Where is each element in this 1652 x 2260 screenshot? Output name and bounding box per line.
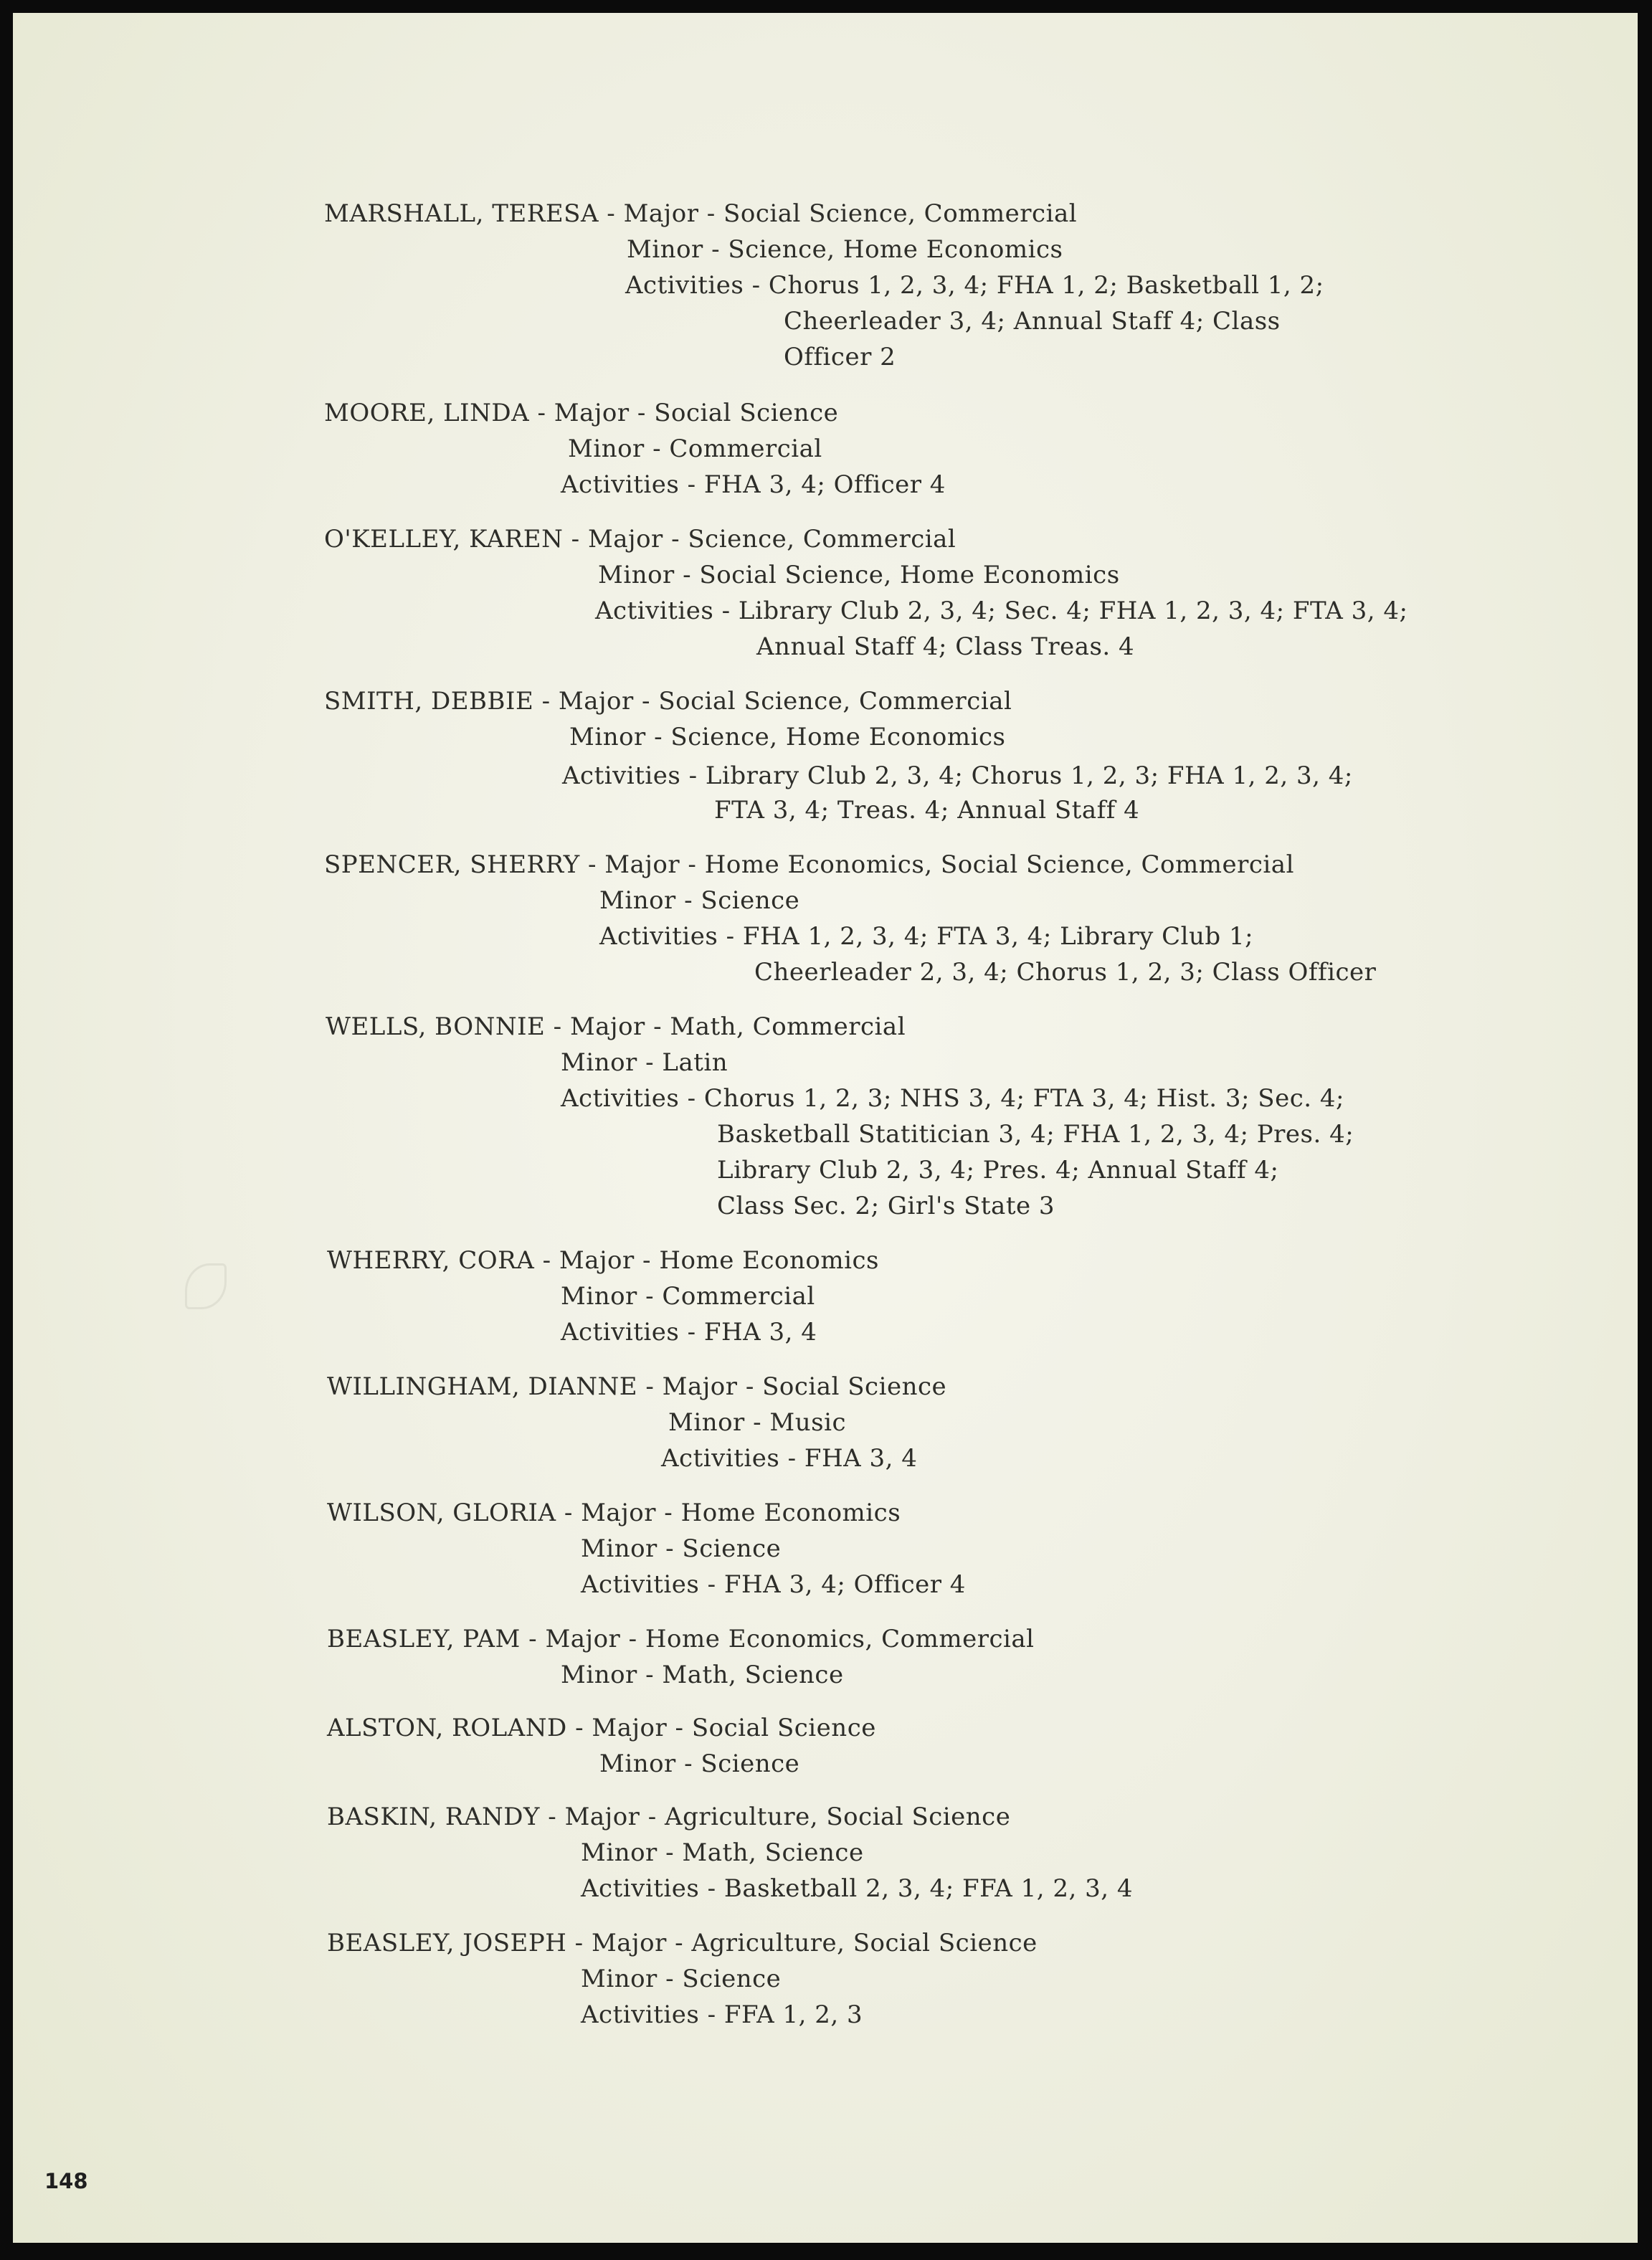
entry-line: Activities - Library Club 2, 3, 4; Sec. 4; FHA 1, 2, 3, 4; FTA 3, 4; [595,597,1408,625]
entry-line: WILSON, GLORIA - Major - Home Economics [327,1499,901,1527]
entry-line: Activities - Chorus 1, 2, 3, 4; FHA 1, 2; Basketball 1, 2; [625,271,1324,300]
entry-line: Minor - Science, Home Economics [627,235,1063,264]
entry-line: WELLS, BONNIE - Major - Math, Commercial [326,1012,906,1041]
entry-line: WHERRY, CORA - Major - Home Economics [327,1246,879,1275]
entry-line: Library Club 2, 3, 4; Pres. 4; Annual Staff 4; [717,1156,1279,1184]
entry-line: Activities - FHA 3, 4; Officer 4 [561,470,946,499]
entry-line: Officer 2 [784,343,896,371]
entry-line: FTA 3, 4; Treas. 4; Annual Staff 4 [714,796,1140,825]
entry-line: O'KELLEY, KAREN - Major - Science, Commercial [324,525,956,554]
entry-line: Activities - FHA 3, 4; Officer 4 [581,1570,966,1599]
entry-line: Minor - Latin [561,1048,728,1077]
entry-line: Minor - Science [581,1965,782,1993]
entry-line: Annual Staff 4; Class Treas. 4 [756,632,1135,661]
entry-line: Activities - FHA 3, 4 [661,1444,918,1473]
entry-line: SMITH, DEBBIE - Major - Social Science, Commercial [324,687,1012,716]
entry-line: Cheerleader 2, 3, 4; Chorus 1, 2, 3; Class Officer [754,958,1377,987]
entry-line: Activities - Library Club 2, 3, 4; Chorus 1, 2, 3; FHA 1, 2, 3, 4; [562,761,1353,790]
entry-line: Minor - Commercial [561,1282,815,1311]
entry-line: Minor - Science [581,1534,782,1563]
entry-line: MOORE, LINDA - Major - Social Science [324,399,839,427]
entry-line: Minor - Math, Science [581,1838,864,1867]
entry-line: Activities - Chorus 1, 2, 3; NHS 3, 4; FTA 3, 4; Hist. 3; Sec. 4; [561,1084,1344,1113]
entry-line: BASKIN, RANDY - Major - Agriculture, Social Science [327,1803,1011,1831]
page-number: 148 [44,2169,88,2193]
entry-line: Minor - Social Science, Home Economics [598,561,1120,589]
entry-line: ALSTON, ROLAND - Major - Social Science [327,1714,876,1742]
entry-line: Minor - Science, Home Economics [569,723,1006,751]
entry-line: Activities - FHA 3, 4 [561,1318,817,1347]
entry-line: Minor - Science [599,1749,800,1778]
entry-line: MARSHALL, TERESA - Major - Social Science, Commercial [324,199,1078,228]
entry-line: Activities - FHA 1, 2, 3, 4; FTA 3, 4; Library Club 1; [599,922,1254,951]
entry-line: Minor - Music [668,1408,846,1437]
entry-line: Activities - Basketball 2, 3, 4; FFA 1, 2, 3, 4 [581,1874,1133,1903]
entry-line: Cheerleader 3, 4; Annual Staff 4; Class [784,307,1281,336]
entry-line: Minor - Science [599,886,800,915]
entry-line: SPENCER, SHERRY - Major - Home Economics, Social Science, Commercial [324,850,1294,879]
entry-line: Activities - FFA 1, 2, 3 [581,2000,863,2029]
entry-line: Basketball Statitician 3, 4; FHA 1, 2, 3, 4; Pres. 4; [717,1120,1354,1149]
entry-line: BEASLEY, PAM - Major - Home Economics, Commercial [327,1625,1035,1653]
entry-line: BEASLEY, JOSEPH - Major - Agriculture, Social Science [327,1929,1038,1957]
entry-line: WILLINGHAM, DIANNE - Major - Social Science [327,1372,947,1401]
entry-line: Minor - Math, Science [561,1661,844,1689]
entry-line: Class Sec. 2; Girl's State 3 [717,1192,1055,1220]
entry-line: Minor - Commercial [568,435,822,463]
